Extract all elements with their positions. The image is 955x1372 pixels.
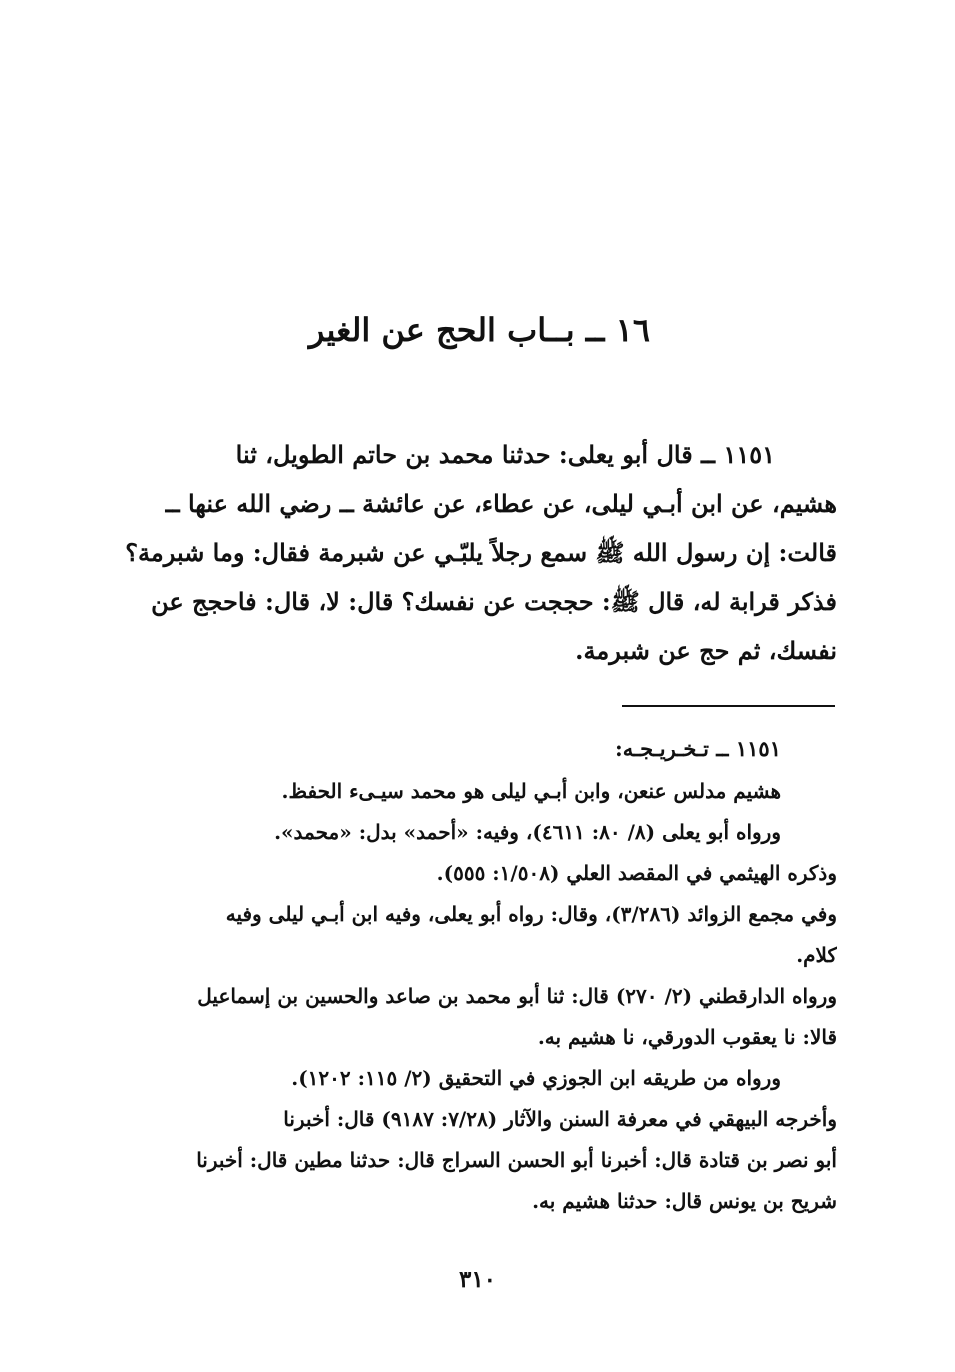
takhrij-line: كلام. bbox=[796, 943, 837, 967]
hadith-text bbox=[119, 430, 837, 675]
takhrij-line: ورواه من طريقه ابن الجوزي في التحقيق (٢/ ١١٥: ١٢٠٢). bbox=[291, 1066, 781, 1090]
hadith-line: قالت: إن رسول الله ﷺ سمع رجلاً يلبّـي عن شبرمة فقال: وما شبرمة؟ bbox=[125, 538, 837, 567]
takhrij-line: وأخرجه البيهقي في معرفة السنن والآثار (٧/٢٨: ٩١٨٧) قال: أخبرنا bbox=[283, 1107, 837, 1131]
hadith-line: ١١٥١ ــ قال أبو يعلى: حدثنا محمد بن حاتم الطويل، ثنا bbox=[235, 440, 775, 469]
takhrij-notes bbox=[119, 728, 837, 1222]
takhrij-heading: ١١٥١ ــ تـخـريـجـه: bbox=[614, 736, 781, 761]
hadith-line: هشيم، عن ابن أبـي ليلى، عن عطاء، عن عائشة ــ رضي الله عنها ــ bbox=[165, 489, 837, 518]
takhrij-line: ورواه أبو يعلى (٨/ ٨٠: ٤٦١١)، وفيه: «أحمد» بدل: «محمد». bbox=[274, 820, 781, 844]
takhrij-line: وذكره الهيثمي في المقصد العلي (١/٥٠٨: ٥٥٥). bbox=[436, 861, 837, 885]
takhrij-line: شريح بن يونس قال: حدثنا هشيم به. bbox=[532, 1189, 837, 1213]
chapter-title: ١٦ ــ بــاب الحج عن الغير bbox=[308, 311, 650, 349]
takhrij-line: ورواه الدارقطني (٢/ ٢٧٠) قال: ثنا أبو محمد بن صاعد والحسين بن إسماعيل bbox=[197, 984, 837, 1008]
takhrij-line: وفي مجمع الزوائد (٣/٢٨٦)، وقال: رواه أبو يعلى، وفيه ابن أبـي ليلى وفيه bbox=[225, 902, 837, 926]
hadith-line: فذكر قرابة له، قال ﷺ: حججت عن نفسك؟ قال: لا، قال: فاحجج عن bbox=[151, 587, 837, 616]
page-number: ٣١٠ bbox=[458, 1266, 497, 1293]
takhrij-line: قالا: نا يعقوب الدورقي، نا هشيم به. bbox=[537, 1025, 837, 1049]
hadith-line: نفسك، ثم حج عن شبرمة. bbox=[575, 636, 837, 665]
takhrij-line: أبو نصر بن قتادة قال: أخبرنا أبو الحسن السراج قال: حدثنا مطين قال: أخبرنا bbox=[196, 1148, 837, 1172]
footnote-divider bbox=[622, 705, 835, 707]
takhrij-line: هشيم مدلس عنعن، وابن أبـي ليلى هو محمد سيـىء الحفظ. bbox=[281, 779, 781, 803]
